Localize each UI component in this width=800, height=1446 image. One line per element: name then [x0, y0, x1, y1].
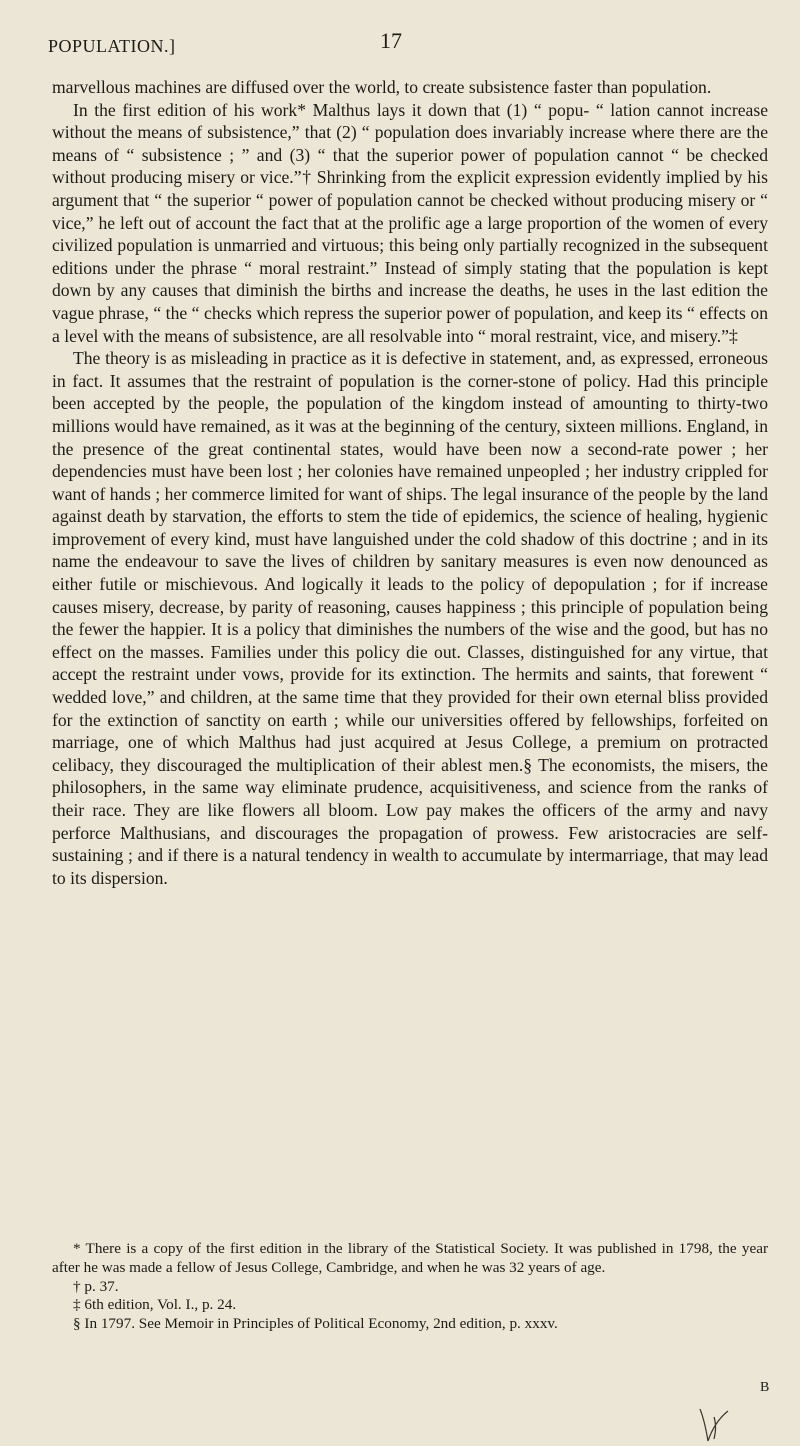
footnote: † p. 37.	[73, 1277, 119, 1295]
page-number: 17	[380, 28, 402, 53]
footnote: ‡ 6th edition, Vol. I., p. 24.	[73, 1296, 237, 1314]
footnote: * There is a copy of the first edition in the library of the Statistical Society. It was published in 1798, the year after he was made a fellow of Jesus College, Cambridge, and when he was 32 years of age.	[52, 1240, 768, 1276]
page-header	[48, 28, 764, 58]
body-text	[52, 76, 768, 889]
footnote: § In 1797. See Memoir in Principles of Political Economy, 2nd edition, p. xxxv.	[73, 1315, 558, 1333]
paragraph: marvellous machines are diffused over the world, to create subsistence faster than population.	[52, 77, 712, 97]
footnotes	[52, 1240, 768, 1334]
paragraph: In the first edition of his work* Malthus lays it down that (1) “ popu- “ lation cannot increase without the means of subsistence,” that (2) “ population does invariably increase where there are the means of “ subsistence ; ” and (3) “ that the superior power of population cannot “ be checked without producing misery or vice.”† Shrinking from the explicit expression evidently implied by his argument that “ the superior “ power of population cannot be checked without producing misery or “ vice,” he left out of account the fact that at the prolific age a large proportion of the women of every civilized population is unmarried and virtuous; this being only partially recognized in the subsequent editions under the phrase “ moral restraint.” Instead of simply stating that the population is kept down by any causes that diminish the births and increase the deaths, he uses in the last edition the vague phrase, “ the “ checks which repress the superior power of population, and keep its “ effects on a level with the means of subsistence, are all resolvable into “ moral restraint, vice, and misery.”‡	[52, 99, 768, 346]
paragraph: The theory is as misleading in practice as it is defective in statement, and, as expressed, erroneous in fact. It assumes that the restraint of population is the corner-stone of policy. Had this principle been accepted by the people, the population of the kingdom instead of amounting to thirty-two millions would have remained, as it was at the beginning of the century, sixteen millions. England, in the presence of the great continental states, would have been now a second-rate power ; her dependencies must have been lost ; her colonies have remained unpeopled ; her industry crippled for want of hands ; her commerce limited for want of ships. The legal insurance of the people by the land against death by starvation, the efforts to stem the tide of epidemics, the science of healing, hygienic improvement of every kind, must have languished under the cold shadow of this doctrine ; and in its name the endeavour to save the lives of children by sanitary measures is even now denounced as either futile or mischievous. And logically it leads to the policy of depopulation ; for if increase causes misery, decrease, by parity of reasoning, causes happiness ; this principle of population being the fewer the happier. It is a policy that diminishes the numbers of the wise and the good, but has no effect on the masses. Families under this policy die out. Classes, distinguished for any virtue, that accept the restraint under vows, provide for its extinction. The hermits and saints, that forewent “ wedded love,” and children, at the same time that they provided for their own eternal bliss provided for the extinction of sanctity on earth ; while our universities offered by fellowships, forfeited on marriage, one of which Malthus had just acquired at Jesus College, a premium on protracted celibacy, they discouraged the multiplication of their ablest men.§ The economists, the misers, the philosophers, in the same way eliminate prudence, acquisitiveness, and science from the ranks of their race. They are like flowers all bloom. Low pay makes the officers of the army and navy perforce Malthusians, and discourages the propagation of prowess. Few aristocracies are self-sustaining ; and if there is a natural tendency in wealth to accumulate by intermarriage, that may lead to its dispersion.	[52, 348, 768, 888]
handwritten-mark-icon	[694, 1405, 734, 1445]
signature-mark: B	[760, 1380, 770, 1395]
running-head: POPULATION.]	[48, 36, 176, 56]
